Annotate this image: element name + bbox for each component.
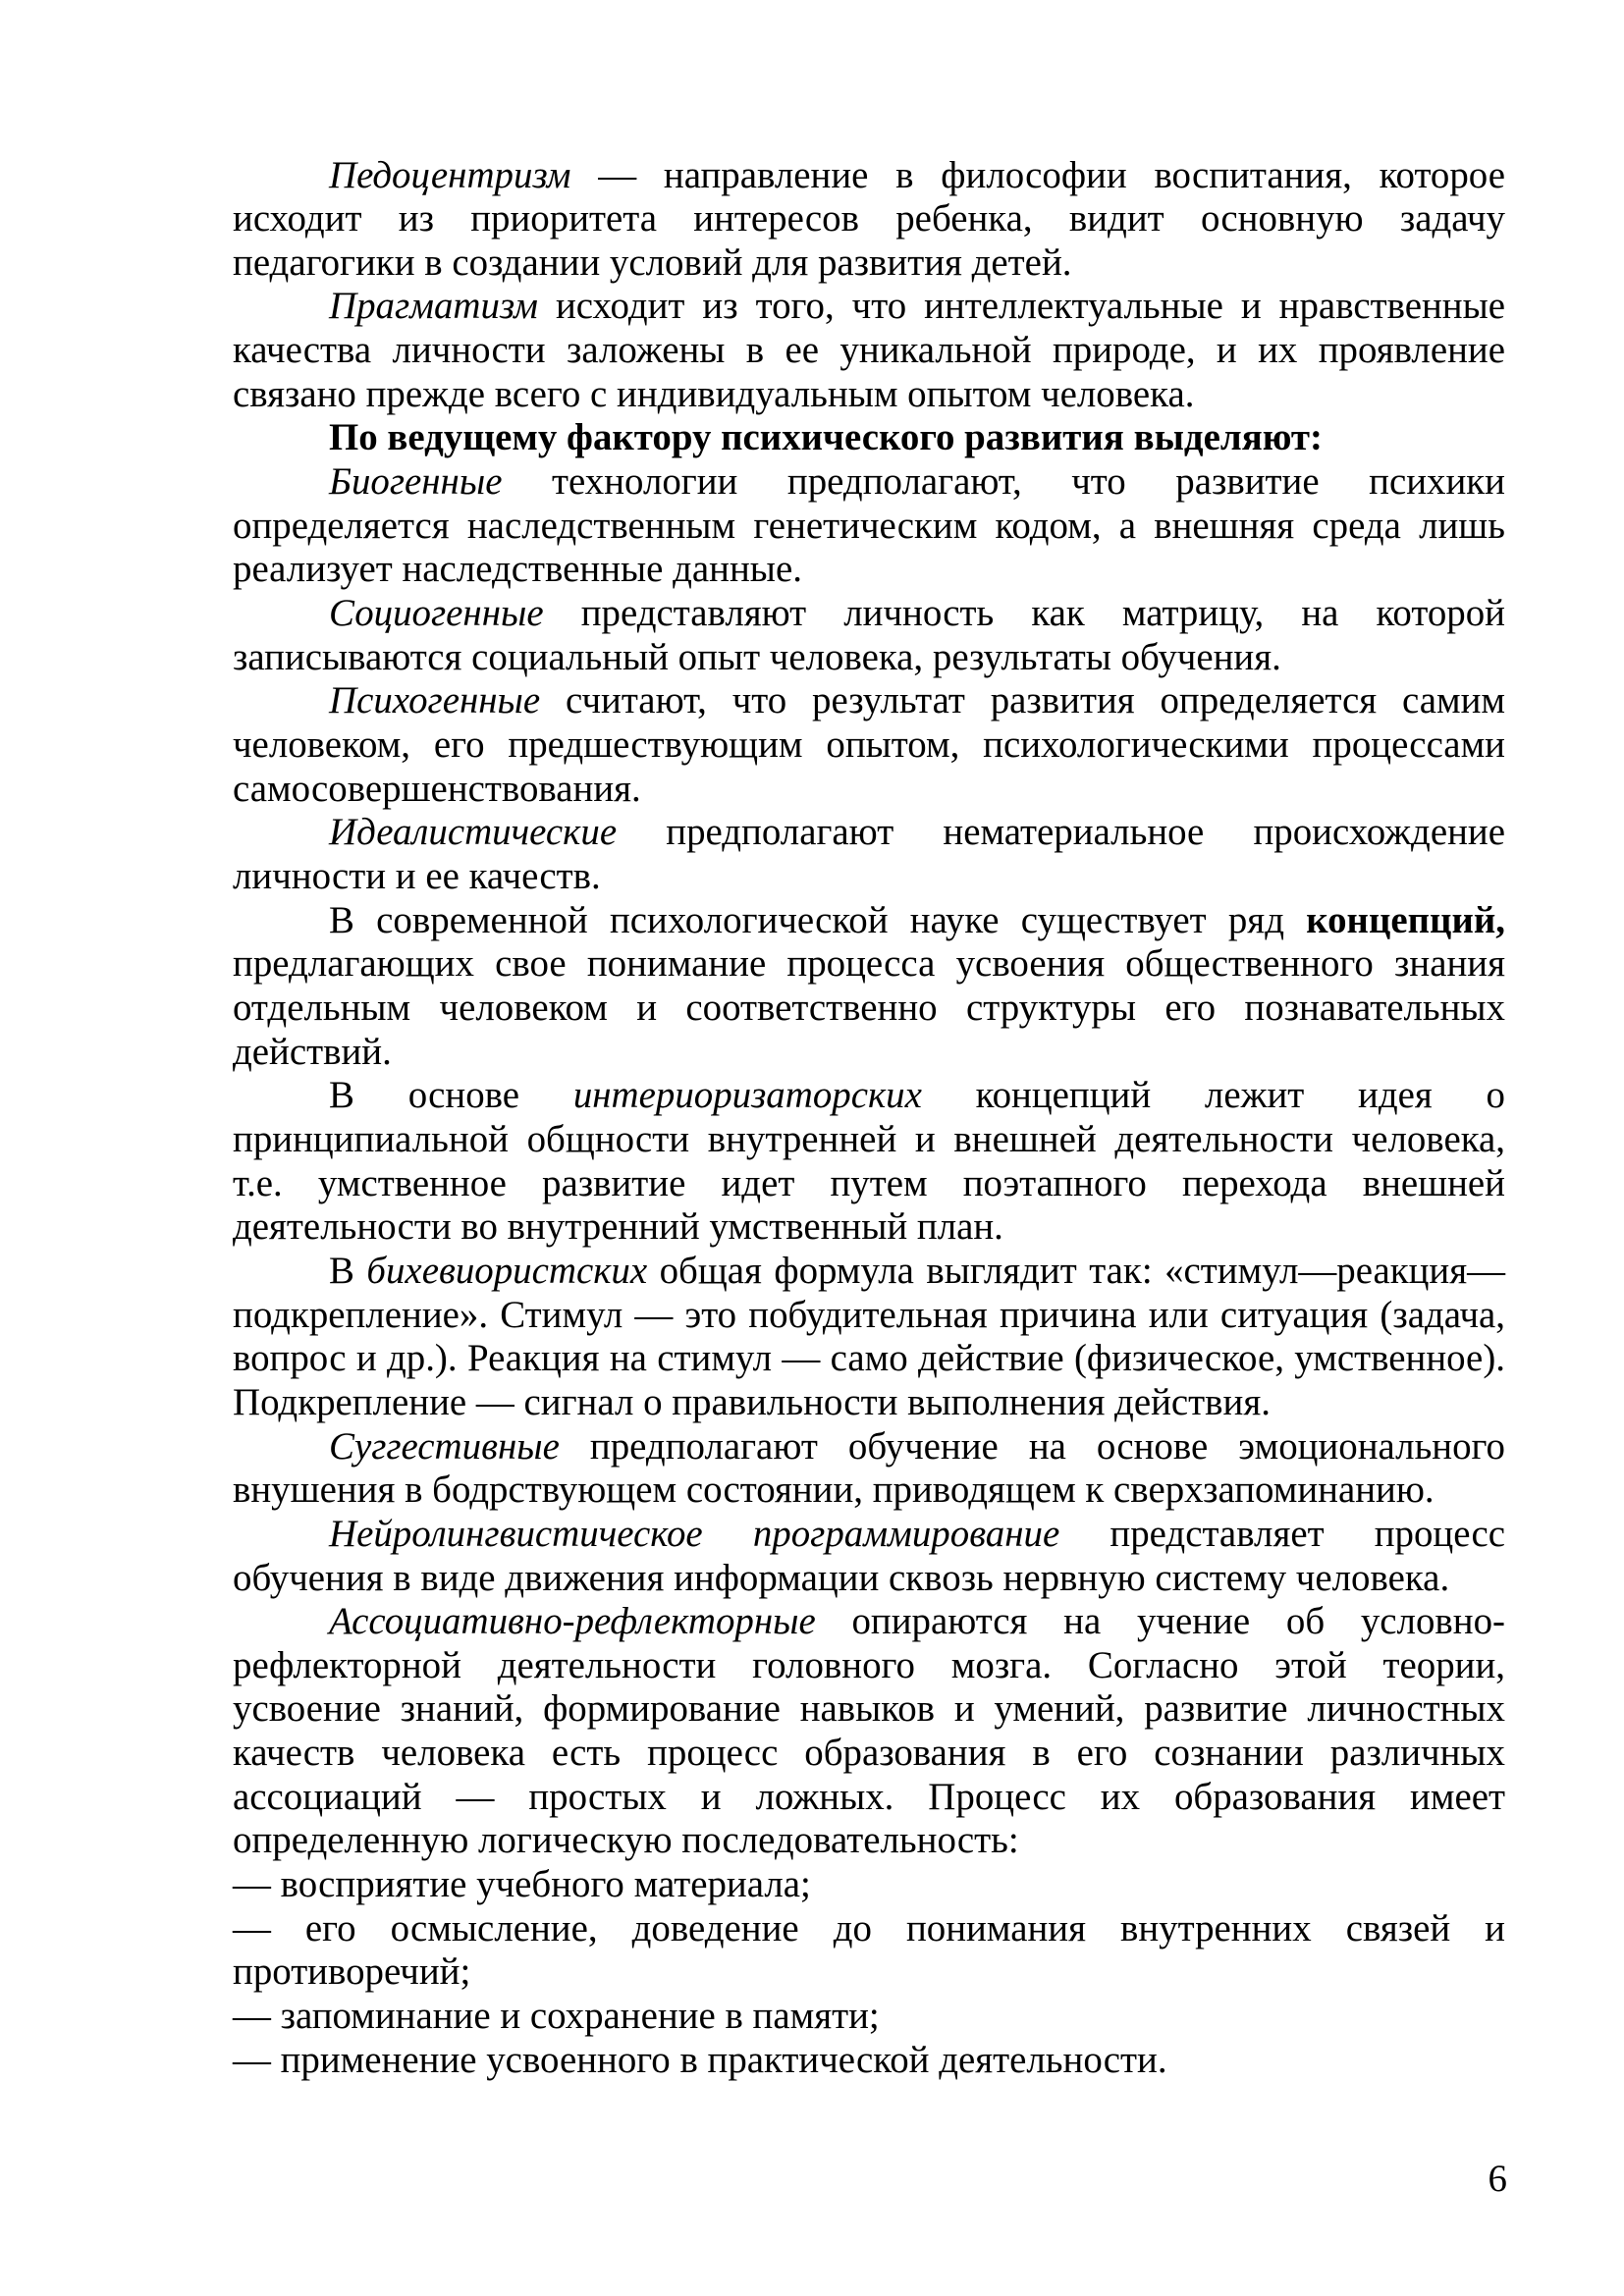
italic-term: бихевиористских [366,1249,648,1292]
text-segment: противоречий; [233,1950,471,1994]
text-line [233,1162,1505,1206]
paragraph-first-line [233,1513,1505,1557]
italic-term: Суггестивные [329,1424,560,1468]
text-segment: опираются на учение об условно- [815,1600,1505,1643]
text-line [233,1644,1505,1688]
paragraph-first-line [233,416,1505,460]
text-segment: исходит из того, что интеллектуальные и нравственные [537,285,1505,328]
text-line [233,1294,1505,1338]
paragraph-first-line [233,285,1505,329]
text-segment: — его осмысление, доведение до понимания внутренних связей и [233,1906,1505,1949]
paragraph-first-line [233,460,1505,505]
text-line [233,197,1505,241]
text-line [233,1776,1505,1820]
text-segment: отдельным человеком и соответственно структуры его познавательных [233,986,1505,1029]
bold-text: концепций, [1306,898,1505,941]
text-segment: — запоминание и сохранение в памяти; [233,1995,880,2038]
text-segment: предполагают обучение на основе эмоционального [559,1424,1505,1468]
italic-term: Психогенные [329,679,541,722]
text-segment: предполагают нематериальное происхождение [617,811,1505,854]
paragraph-first-line [233,811,1505,855]
text-segment: ассоциаций — простых и ложных. Процесс их образования имеет [233,1775,1505,1818]
body-text [233,154,1505,2083]
text-segment: усвоение знаний, формирование навыков и умений, развитие личностных [233,1687,1505,1731]
text-segment: определенную логическую последовательность: [233,1819,1019,1862]
text-line [233,1118,1505,1162]
text-segment: представляют личность как матрицу, на которой [543,592,1505,635]
italic-term: Социогенные [329,592,544,635]
text-line [233,1732,1505,1776]
italic-term: Прагматизм [329,285,538,328]
text-line [233,505,1505,549]
italic-term: Нейролингвистическое программирование [329,1512,1060,1555]
text-segment: действий. [233,1030,392,1073]
text-segment: технологии предполагают, что развитие психики [502,460,1505,504]
text-segment: — применение усвоенного в практической деятельности. [233,2038,1167,2081]
text-segment: качеств человека есть процесс образования в его сознании различных [233,1732,1505,1775]
text-line [233,1995,1505,2039]
paragraph-first-line [233,154,1505,198]
text-segment: В современной психологической науке существует ряд [329,898,1307,941]
text-segment: обучения в виде движения информации сквозь нервную систему человека. [233,1556,1450,1599]
text-line [233,1687,1505,1732]
italic-term: Ассоциативно-рефлекторные [329,1600,816,1643]
text-segment: — направление в философии воспитания, которое [570,153,1505,196]
text-segment: качества личности заложены в ее уникальной природе, и их проявление [233,329,1505,372]
text-segment: Подкрепление — сигнал о правильности выполнения действия. [233,1380,1271,1423]
text-line [233,1557,1505,1601]
text-segment: общая формула выглядит так: «стимул—реакция— [647,1249,1505,1292]
paragraph-first-line [233,1425,1505,1469]
text-line [233,1907,1505,1951]
text-segment: педагогики в создании условий для развития детей. [233,240,1072,284]
text-line [233,329,1505,373]
bold-text: По ведущему фактору психического развития выделяют: [329,416,1323,459]
text-segment: принципиальной общности внутренней и внешней деятельности человека, [233,1117,1505,1160]
italic-term: Педоцентризм [329,153,571,196]
text-segment: считают, что результат развития определяется самим [540,679,1505,722]
text-segment: представляет процесс [1059,1512,1506,1555]
text-segment: самосовершенствования. [233,767,641,810]
text-line [233,1381,1505,1425]
text-line [233,2039,1505,2083]
text-line [233,1468,1505,1513]
paragraph-first-line [233,679,1505,723]
text-line [233,855,1505,899]
italic-term: Биогенные [329,460,503,504]
text-segment: реализует наследственные данные. [233,548,802,591]
text-segment: предлагающих свое понимание процесса усвоения общественного знания [233,942,1505,986]
text-line [233,241,1505,286]
text-segment: связано прежде всего с индивидуальным опытом человека. [233,372,1195,415]
text-segment: т.е. умственное развитие идет путем поэтапного перехода внешней [233,1161,1505,1204]
text-segment: внушения в бодрствующем состоянии, приводящем к сверхзапоминанию. [233,1468,1435,1512]
text-line [233,1819,1505,1863]
paragraph-first-line [233,1600,1505,1644]
text-line [233,636,1505,680]
text-segment: рефлекторной деятельности головного мозга. Согласно этой теории, [233,1643,1505,1686]
page-number: 6 [1488,2157,1507,2200]
text-segment: человеком, его предшествующим опытом, психологическими процессами [233,723,1505,767]
paragraph-first-line [233,1074,1505,1118]
text-line [233,1205,1505,1250]
paragraph-first-line [233,1250,1505,1294]
text-line [233,942,1505,987]
text-line [233,723,1505,768]
text-line [233,1863,1505,1907]
text-segment: В основе [329,1074,573,1117]
text-segment: деятельности во внутренний умственный план. [233,1205,1003,1249]
text-segment: исходит из приоритета интересов ребенка, видит основную задачу [233,197,1505,240]
text-line [233,373,1505,417]
text-line [233,1337,1505,1381]
text-line [233,768,1505,812]
text-segment: В [329,1249,367,1292]
text-line [233,1950,1505,1995]
text-segment: записываются социальный опыт человека, результаты обучения. [233,635,1281,678]
paragraph-first-line [233,592,1505,636]
text-segment: определяется наследственным генетическим кодом, а внешняя среда лишь [233,504,1505,547]
paragraph-first-line [233,899,1505,943]
text-line [233,1031,1505,1075]
text-segment: подкрепление». Стимул — это побудительная причина или ситуация (задача, [233,1293,1505,1336]
text-segment: вопрос и др.). Реакция на стимул — само действие (физическое, умственное). [233,1337,1505,1380]
text-line [233,548,1505,592]
text-segment: — восприятие учебного материала; [233,1863,811,1906]
text-line [233,987,1505,1031]
italic-term: интериоризаторских [572,1074,922,1117]
text-segment: личности и ее качеств. [233,855,601,897]
italic-term: Идеалистические [329,811,618,854]
text-segment: концепций лежит идея о [921,1074,1506,1117]
